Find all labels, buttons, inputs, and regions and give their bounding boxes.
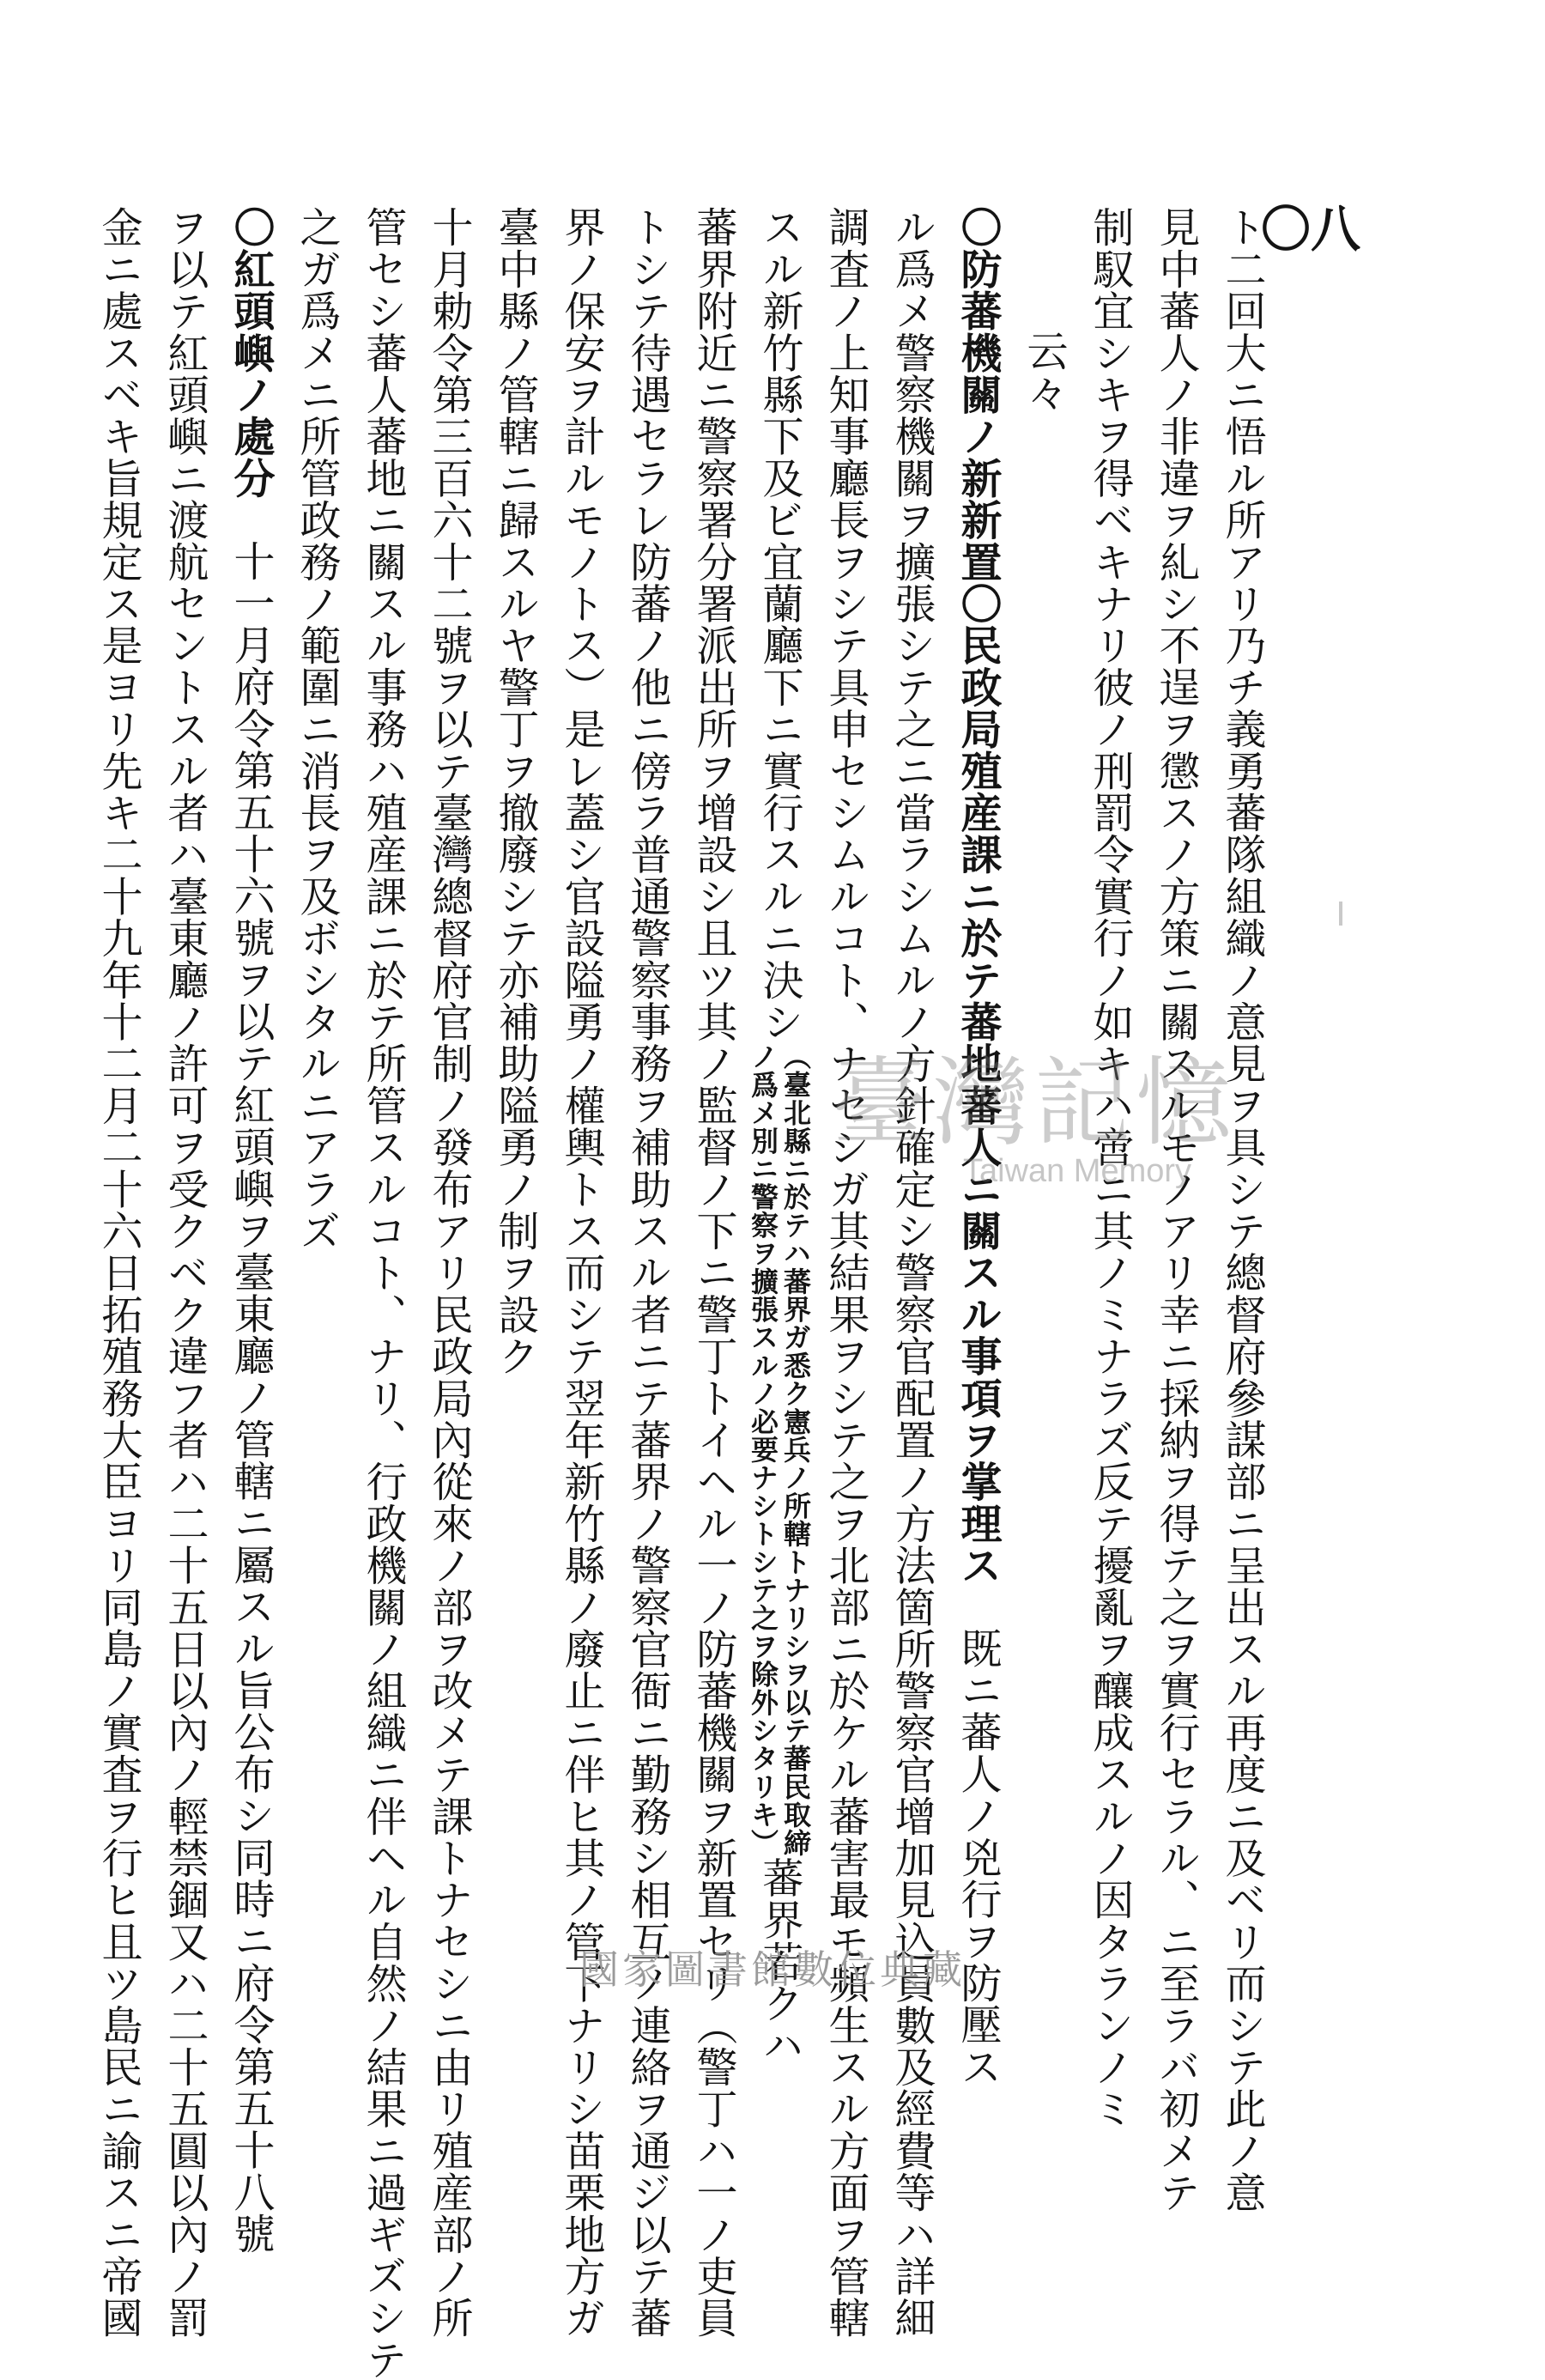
- text-column: ヲ以テ紅頭嶼ニ渡航セントスル者ハ臺東廳ノ許可ヲ受クベク違フ者ハ二十五日以內ノ輕禁錮又ハ二十五圓以內ノ罰: [161, 206, 209, 2339]
- page-edge-mark: [1339, 902, 1342, 926]
- watermark-title: 臺灣記憶: [832, 1047, 1237, 1159]
- text-column: 管セシ蕃人蕃地ニ關スル事務ハ殖産課ニ於テ所管スルコト、ナリ、行政機關ノ組織ニ伴ヘル自然ノ結果ニ過ギズシテ: [359, 206, 407, 2380]
- footer-credit: 國家圖書館數位典藏: [579, 1946, 966, 1993]
- text-column: トシテ待遇セラレ防蕃ノ他ニ傍ラ普通警察事務ヲ補助スル者ニテ蕃界ノ警察官衙ニ勤務シ相互ノ連絡ヲ通ジ以テ蕃: [623, 206, 671, 2339]
- text-column-body: 既ニ蕃人ノ兇行ヲ防壓ス: [954, 1627, 1002, 2087]
- inline-note-line: ノ爲メ別ニ警察ヲ擴張スルノ必要ナシトシテ之ヲ除外シタリキ）: [747, 1042, 779, 1857]
- text-column: 云々: [1020, 330, 1068, 414]
- text-column: 金ニ處スベキ旨規定ス是ヨリ先キ二十九年十二月二十六日拓殖務大臣ヨリ同島ノ實査ヲ行ヒ且ツ島民ニ諭スニ帝國: [94, 206, 142, 2339]
- section-heading: 〇防蕃機關ノ新新置〇民政局殖産課ニ於テ蕃地蕃人ニ關スル事項ヲ掌理ス: [954, 206, 1002, 1587]
- inline-note-line: （臺北縣ニ於テハ蕃界ガ悉ク憲兵ノ所轄トナリシヲ以テ蕃民取締: [779, 1042, 812, 1857]
- text-column-body: 十一月府令第五十六號ヲ以テ紅頭嶼ヲ臺東廳ノ管轄ニ屬スル旨公布シ同時ニ府令第五十八號: [227, 539, 275, 2255]
- text-column: 制馭宜シキヲ得ベキナリ彼ノ刑罰令實行ノ如キハ啻ニ其ノミナラズ反テ擾亂ヲ釀成スルノ因タランノミ: [1086, 206, 1134, 2130]
- inline-note: [747, 1042, 812, 1856]
- text-column: ル爲メ警察機關ヲ擴張シテ之ニ當ラシムルノ方針確定シ警察官配置ノ方法箇所警察官增加見込員數及經費等ハ詳細: [888, 206, 936, 2339]
- text-column: 臺中縣ノ管轄ニ歸スルヤ警丁ヲ撤廢シテ亦補助隘勇ノ制ヲ設ク: [491, 206, 539, 1377]
- text-column: 界ノ保安ヲ計ルモノトス）是レ蓋シ官設隘勇ノ權輿トス而シテ翌年新竹縣ノ廢止ニ伴ヒ其ノ管下ナリシ苗栗地方ガ: [557, 206, 605, 2339]
- section-heading: 〇紅頭嶼ノ處分: [227, 206, 275, 499]
- text-column: 調査ノ上知事廳長ヲシテ具申セシムルコト、ナセシガ其結果ヲシテ之ヲ北部ニ於ケル蕃害最モ頻生スル方面ヲ管轄: [821, 206, 869, 2339]
- watermark-subtitle: Taiwan Memory: [962, 1153, 1192, 1189]
- text-column: 見中蕃人ノ非違ヲ糺シ不逞ヲ懲スノ方策ニ關スルモノアリ幸ニ採納ヲ得テ之ヲ實行セラル、ニ至ラバ初メテ: [1152, 206, 1200, 2213]
- text-column: ト二回大ニ悟ル所アリ乃チ義勇蕃隊組織ノ意見ヲ具シテ總督府參謀部ニ呈出スル再度ニ及ベリ而シテ此ノ意: [1218, 206, 1266, 2213]
- text-column: 蕃界附近ニ警察署分署派出所ヲ增設シ且ツ其ノ監督ノ下ニ警丁トイヘル一ノ防蕃機關ヲ新置セリ（警丁ハ一ノ吏員: [689, 206, 737, 2339]
- text-column-body: スル新竹縣下及ビ宜蘭廳下ニ實行スルニ決シ: [755, 206, 803, 1042]
- text-column-with-note: [746, 206, 812, 2066]
- section-heading-column: [217, 206, 283, 2255]
- page-number: 八〇: [1252, 203, 1360, 252]
- section-heading-column: [944, 206, 1010, 2087]
- text-column: 之ガ爲メニ所管政務ノ範圍ニ消長ヲ及ボシタルニアラズ: [293, 206, 341, 1252]
- text-column-body: 蕃界若クハ: [755, 1856, 803, 2066]
- text-column: 十月勅令第三百六十二號ヲ以テ臺灣總督府官制ノ發布アリ民政局內從來ノ部ヲ改メテ課トナセシニ由リ殖産部ノ所: [425, 206, 473, 2339]
